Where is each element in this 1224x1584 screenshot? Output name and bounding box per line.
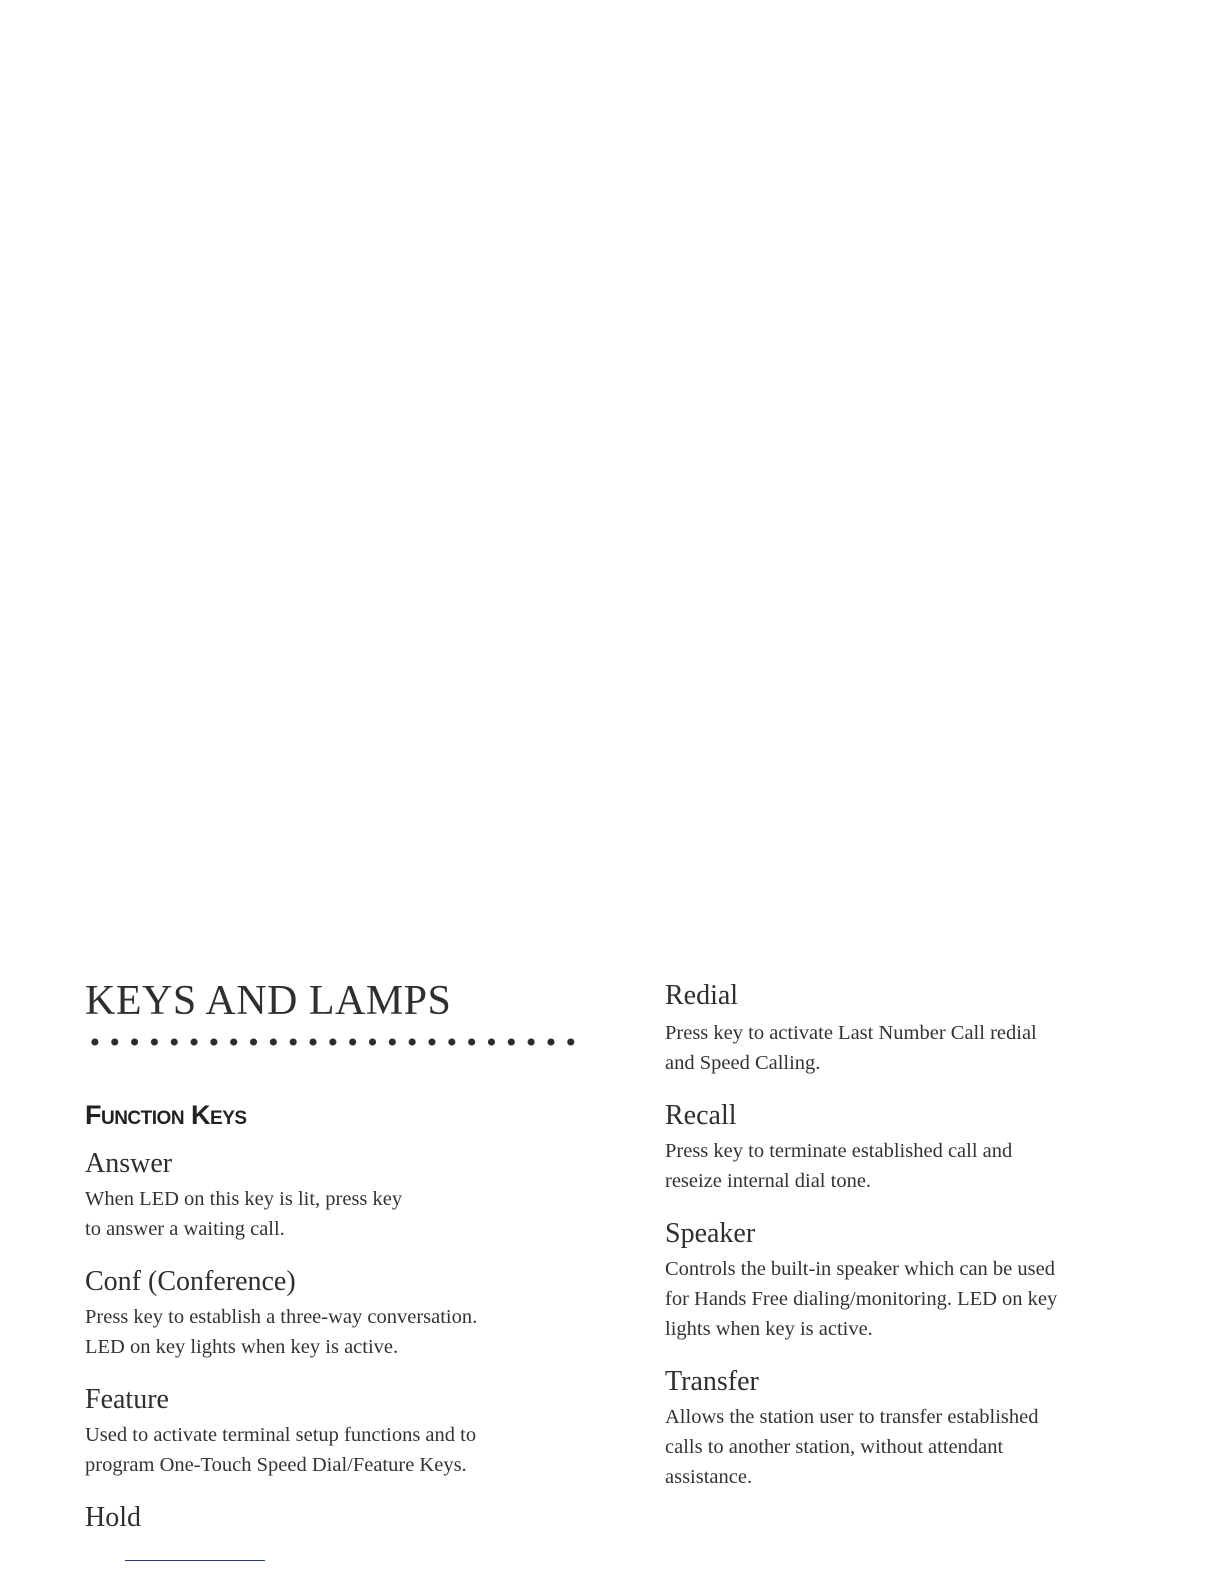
entry-recall [665,1098,1165,1196]
entry-title: Recall [665,1100,737,1131]
right-column [665,976,1165,1492]
entry-title: Speaker [665,1218,756,1249]
entry-redial [665,976,1165,1078]
link-underline [125,1560,265,1561]
section-title: KEYS AND LAMPS [85,978,452,1024]
entry-description: Press key to establish a three-way conversation. LED on key lights when key is active. [85,1306,478,1358]
entry-description: Controls the built-in speaker which can be used for Hands Free dialing/monitoring. LED on key lights when key is active. [665,1258,1058,1340]
entry-title: Answer [85,1148,173,1179]
entry-title: Hold [85,1502,141,1533]
entry-answer [85,1146,585,1244]
function-keys-heading: Function Keys [85,1100,247,1130]
entry-feature [85,1382,585,1480]
cropped-text-line [85,1560,545,1584]
entry-transfer [665,1364,1165,1492]
entry-title: Feature [85,1384,169,1415]
entry-description: Allows the station user to transfer established calls to another station, without attendant assistance. [665,1406,1039,1488]
left-column [85,976,585,1536]
entry-title: Redial [665,980,739,1011]
entry-hold [85,1500,585,1536]
entry-description: Press key to terminate established call and reseize internal dial tone. [665,1140,1013,1192]
entry-conf [85,1264,585,1362]
entry-speaker [665,1216,1165,1344]
entry-title: Conf (Conference) [85,1266,296,1297]
entry-description: When LED on this key is lit, press key to answer a waiting call. [85,1188,403,1240]
entry-description: Used to activate terminal setup functions and to program One-Touch Speed Dial/Feature Keys. [85,1424,477,1476]
dotted-rule [85,1036,581,1048]
entry-description: Press key to activate Last Number Call redial and Speed Calling. [665,1022,1037,1074]
entry-title: Transfer [665,1366,759,1397]
